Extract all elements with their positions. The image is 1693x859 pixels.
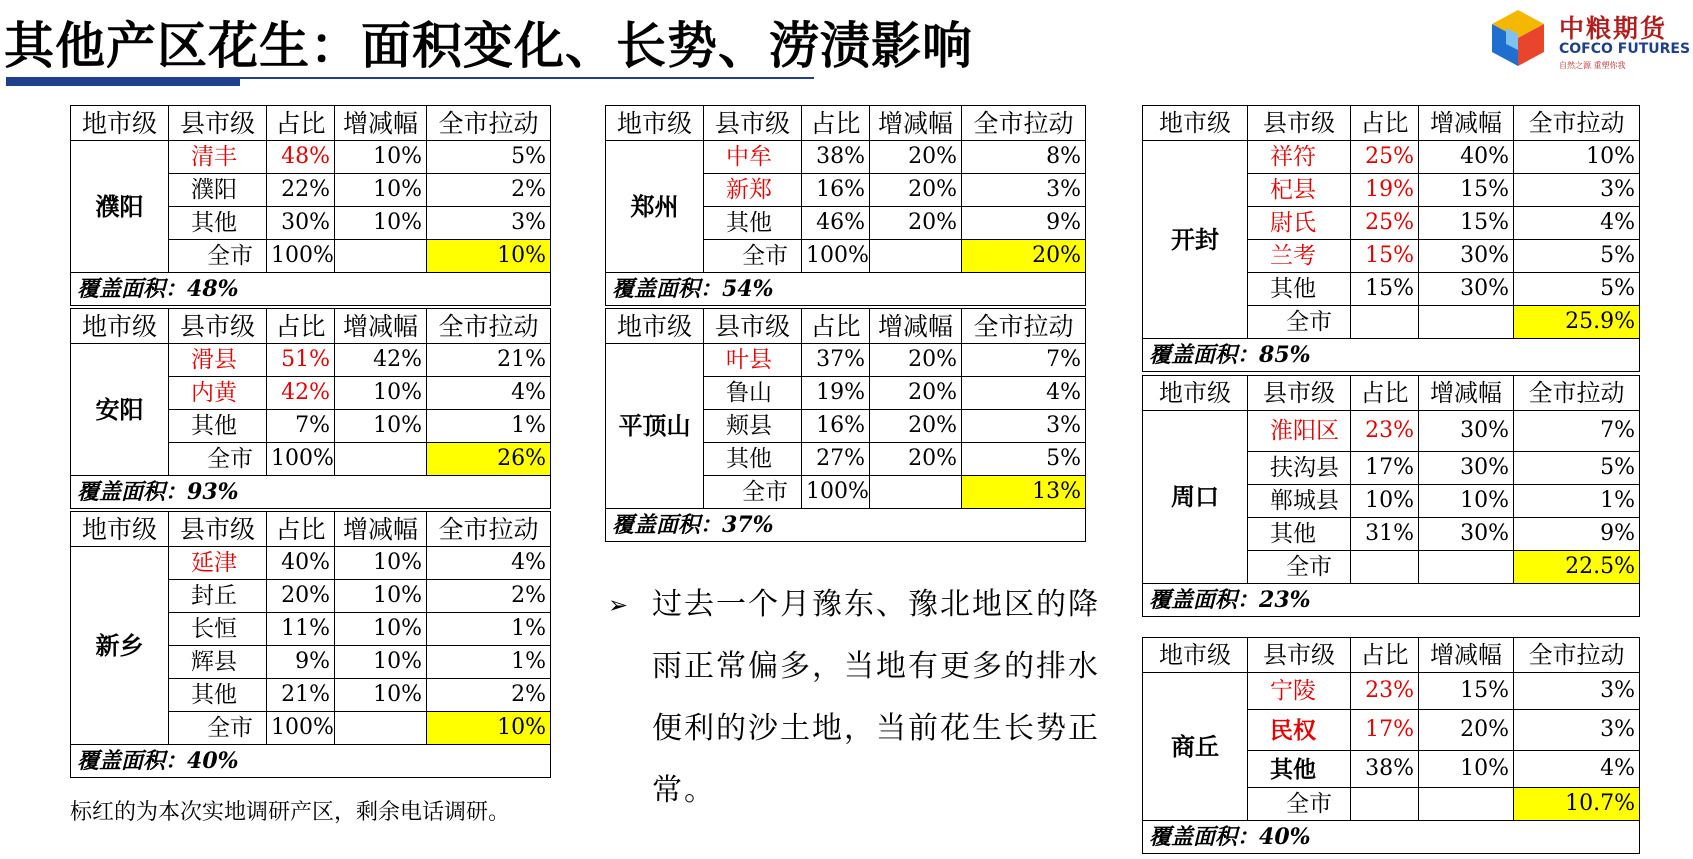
pull-value: 4% [1514, 751, 1640, 788]
city-name: 濮阳 [71, 141, 169, 273]
county-name: 杞县 [1248, 174, 1351, 207]
county-name: 滑县 [169, 344, 267, 377]
change-value: 15% [1419, 673, 1514, 710]
pull-value: 5% [1514, 240, 1640, 273]
table-row [606, 344, 1086, 377]
page-title: 其他产区花生：面积变化、长势、涝渍影响 [4, 17, 973, 75]
logo-slogan: 自然之源 重塑你我 [1559, 61, 1626, 70]
total-change [1419, 788, 1514, 821]
logo-cn-text: 中粮期货 [1559, 14, 1668, 43]
coverage-cell [1143, 339, 1640, 372]
county-name: 其他 [169, 679, 267, 712]
column-header: 全市拉动 [1514, 638, 1640, 673]
coverage-cell [606, 273, 1086, 306]
pull-value: 5% [427, 141, 551, 174]
share-value: 15% [1351, 240, 1419, 273]
coverage-row [606, 509, 1086, 542]
county-name: 内黄 [169, 377, 267, 410]
pull-value: 1% [427, 410, 551, 443]
pull-value: 2% [427, 174, 551, 207]
pull-value: 7% [962, 344, 1086, 377]
change-value: 40% [1419, 141, 1514, 174]
footnote: 标红的为本次实地调研产区，剩余电话调研。 [70, 800, 511, 825]
share-value: 46% [802, 207, 870, 240]
column-header: 增减幅 [870, 309, 962, 344]
total-share [1351, 306, 1419, 339]
coverage-row [1143, 821, 1640, 854]
change-value: 30% [1419, 273, 1514, 306]
change-value: 10% [335, 207, 427, 240]
pull-value: 1% [1514, 485, 1640, 518]
coverage-label: 覆盖面积： [1149, 587, 1260, 613]
table-header-row [606, 106, 1086, 141]
total-label: 全市 [169, 240, 267, 273]
share-value: 10% [1351, 485, 1419, 518]
share-value: 42% [267, 377, 335, 410]
table-row [606, 141, 1086, 174]
total-change [335, 712, 427, 745]
column-header: 占比 [802, 106, 870, 141]
pull-value: 9% [962, 207, 1086, 240]
column-header: 全市拉动 [427, 512, 551, 547]
column-header: 地市级 [1143, 638, 1248, 673]
share-value: 11% [267, 613, 335, 646]
coverage-value: 37% [722, 512, 774, 538]
table-row [71, 344, 551, 377]
coverage-row [606, 273, 1086, 306]
column-header: 全市拉动 [1514, 376, 1640, 411]
total-label: 全市 [1248, 306, 1351, 339]
change-value: 20% [870, 377, 962, 410]
total-label: 全市 [704, 476, 802, 509]
coverage-value: 23% [1259, 587, 1311, 613]
share-value: 25% [1351, 207, 1419, 240]
total-share: 100% [267, 712, 335, 745]
table-anyang [70, 308, 551, 509]
coverage-row [1143, 584, 1640, 617]
county-name: 郸城县 [1248, 485, 1351, 518]
coverage-row [71, 745, 551, 778]
column-header: 占比 [1351, 638, 1419, 673]
share-value: 23% [1351, 411, 1419, 452]
total-pull: 10.7% [1514, 788, 1640, 821]
total-label: 全市 [169, 443, 267, 476]
change-value: 10% [335, 580, 427, 613]
change-value: 20% [870, 443, 962, 476]
change-value: 42% [335, 344, 427, 377]
column-header: 增减幅 [870, 106, 962, 141]
share-value: 48% [267, 141, 335, 174]
change-value: 10% [335, 547, 427, 580]
table-header-row [1143, 376, 1640, 411]
change-value: 15% [1419, 174, 1514, 207]
change-value: 30% [1419, 518, 1514, 551]
county-name: 封丘 [169, 580, 267, 613]
share-value: 21% [267, 679, 335, 712]
column-header: 增减幅 [1419, 638, 1514, 673]
column-header: 占比 [1351, 106, 1419, 141]
coverage-label: 覆盖面积： [77, 748, 188, 774]
pull-value: 4% [962, 377, 1086, 410]
column-header: 地市级 [71, 309, 169, 344]
pull-value: 21% [427, 344, 551, 377]
column-header: 全市拉动 [962, 309, 1086, 344]
change-value: 20% [1419, 710, 1514, 751]
total-change [1419, 551, 1514, 584]
county-name: 新郑 [704, 174, 802, 207]
change-value: 10% [335, 646, 427, 679]
total-pull: 10% [427, 240, 551, 273]
pull-value: 4% [427, 377, 551, 410]
coverage-cell [71, 745, 551, 778]
column-header: 占比 [267, 106, 335, 141]
county-name: 颊县 [704, 410, 802, 443]
share-value: 30% [267, 207, 335, 240]
change-value: 15% [1419, 207, 1514, 240]
city-name: 郑州 [606, 141, 704, 273]
county-name: 宁陵 [1248, 673, 1351, 710]
table-puyang [70, 105, 551, 306]
share-value: 17% [1351, 710, 1419, 751]
column-header: 县市级 [169, 309, 267, 344]
county-name: 辉县 [169, 646, 267, 679]
bullet-point [608, 574, 1128, 822]
column-header: 县市级 [169, 512, 267, 547]
share-value: 9% [267, 646, 335, 679]
county-name: 鲁山 [704, 377, 802, 410]
table-row [1143, 673, 1640, 710]
county-name: 清丰 [169, 141, 267, 174]
share-value: 25% [1351, 141, 1419, 174]
pull-value: 3% [962, 410, 1086, 443]
table-kaifeng [1142, 105, 1640, 372]
table-header-row [71, 106, 551, 141]
coverage-value: 40% [1259, 824, 1311, 850]
total-change [1419, 306, 1514, 339]
table-header-row [71, 512, 551, 547]
coverage-value: 85% [1259, 342, 1311, 368]
change-value: 30% [1419, 411, 1514, 452]
total-label: 全市 [704, 240, 802, 273]
pull-value: 8% [962, 141, 1086, 174]
coverage-cell [1143, 584, 1640, 617]
coverage-value: 54% [722, 276, 774, 302]
change-value: 10% [335, 141, 427, 174]
column-header: 县市级 [704, 106, 802, 141]
column-header: 县市级 [1248, 638, 1351, 673]
pull-value: 4% [427, 547, 551, 580]
table-header-row [1143, 638, 1640, 673]
share-value: 7% [267, 410, 335, 443]
coverage-label: 覆盖面积： [77, 276, 188, 302]
pull-value: 5% [1514, 273, 1640, 306]
pull-value: 1% [427, 613, 551, 646]
change-value: 10% [335, 410, 427, 443]
title-underline-accent [6, 77, 240, 86]
change-value: 10% [335, 174, 427, 207]
coverage-value: 40% [187, 748, 239, 774]
table-zhoukou [1142, 375, 1640, 617]
table-row [71, 547, 551, 580]
total-pull: 13% [962, 476, 1086, 509]
pull-value: 4% [1514, 207, 1640, 240]
change-value: 30% [1419, 240, 1514, 273]
column-header: 占比 [802, 309, 870, 344]
total-pull: 22.5% [1514, 551, 1640, 584]
pull-value: 2% [427, 580, 551, 613]
coverage-row [71, 273, 551, 306]
change-value: 10% [335, 613, 427, 646]
total-share: 100% [802, 240, 870, 273]
change-value: 10% [335, 377, 427, 410]
table-row [1143, 411, 1640, 452]
column-header: 占比 [267, 309, 335, 344]
change-value: 20% [870, 207, 962, 240]
pull-value: 5% [1514, 452, 1640, 485]
pull-value: 3% [1514, 174, 1640, 207]
column-header: 县市级 [704, 309, 802, 344]
city-name: 安阳 [71, 344, 169, 476]
change-value: 10% [335, 679, 427, 712]
county-name: 濮阳 [169, 174, 267, 207]
total-change [335, 240, 427, 273]
table-shangqiu [1142, 637, 1640, 854]
county-name: 淮阳区 [1248, 411, 1351, 452]
change-value: 20% [870, 410, 962, 443]
coverage-label: 覆盖面积： [1149, 824, 1260, 850]
table-header-row [606, 309, 1086, 344]
county-name: 其他 [1248, 518, 1351, 551]
total-share: 100% [267, 443, 335, 476]
coverage-cell [71, 476, 551, 509]
table-header-row [1143, 106, 1640, 141]
pull-value: 3% [1514, 710, 1640, 751]
total-label: 全市 [1248, 551, 1351, 584]
share-value: 38% [802, 141, 870, 174]
coverage-label: 覆盖面积： [612, 512, 723, 538]
pull-value: 2% [427, 679, 551, 712]
pull-value: 3% [427, 207, 551, 240]
share-value: 15% [1351, 273, 1419, 306]
coverage-cell [1143, 821, 1640, 854]
pull-value: 7% [1514, 411, 1640, 452]
total-pull: 25.9% [1514, 306, 1640, 339]
column-header: 全市拉动 [962, 106, 1086, 141]
total-pull: 20% [962, 240, 1086, 273]
share-value: 19% [1351, 174, 1419, 207]
total-share: 100% [802, 476, 870, 509]
column-header: 增减幅 [335, 309, 427, 344]
total-change [870, 240, 962, 273]
coverage-value: 93% [187, 479, 239, 505]
pull-value: 10% [1514, 141, 1640, 174]
city-name: 平顶山 [606, 344, 704, 509]
coverage-cell [606, 509, 1086, 542]
county-name: 其他 [169, 410, 267, 443]
column-header: 占比 [267, 512, 335, 547]
share-value: 20% [267, 580, 335, 613]
bullet-text: 过去一个月豫东、豫北地区的降雨正常偏多，当地有更多的排水便利的沙土地，当前花生长势正常。 [652, 587, 1100, 808]
share-value: 17% [1351, 452, 1419, 485]
county-name: 民权 [1248, 710, 1351, 751]
pull-value: 3% [1514, 673, 1640, 710]
pull-value: 3% [962, 174, 1086, 207]
coverage-row [71, 476, 551, 509]
change-value: 10% [1419, 485, 1514, 518]
county-name: 扶沟县 [1248, 452, 1351, 485]
share-value: 31% [1351, 518, 1419, 551]
coverage-row [1143, 339, 1640, 372]
coverage-cell [71, 273, 551, 306]
column-header: 地市级 [606, 309, 704, 344]
column-header: 增减幅 [1419, 376, 1514, 411]
column-header: 县市级 [169, 106, 267, 141]
total-share [1351, 551, 1419, 584]
total-share [1351, 788, 1419, 821]
column-header: 地市级 [606, 106, 704, 141]
total-label: 全市 [1248, 788, 1351, 821]
share-value: 16% [802, 410, 870, 443]
total-share: 100% [267, 240, 335, 273]
share-value: 22% [267, 174, 335, 207]
table-header-row [71, 309, 551, 344]
total-change [335, 443, 427, 476]
cofco-logo [1486, 6, 1691, 76]
column-header: 增减幅 [335, 512, 427, 547]
column-header: 全市拉动 [1514, 106, 1640, 141]
coverage-value: 48% [187, 276, 239, 302]
bullet-arrow-icon: ➢ [608, 591, 631, 619]
change-value: 30% [1419, 452, 1514, 485]
county-name: 其他 [1248, 273, 1351, 306]
cofco-cube-icon [1486, 6, 1550, 70]
table-pingdingshan [605, 308, 1086, 542]
county-name: 长恒 [169, 613, 267, 646]
share-value: 16% [802, 174, 870, 207]
county-name: 其他 [1248, 751, 1351, 788]
coverage-label: 覆盖面积： [1149, 342, 1260, 368]
total-pull: 10% [427, 712, 551, 745]
column-header: 地市级 [1143, 376, 1248, 411]
city-name: 商丘 [1143, 673, 1248, 821]
county-name: 延津 [169, 547, 267, 580]
column-header: 增减幅 [1419, 106, 1514, 141]
column-header: 地市级 [1143, 106, 1248, 141]
column-header: 全市拉动 [427, 309, 551, 344]
share-value: 37% [802, 344, 870, 377]
share-value: 23% [1351, 673, 1419, 710]
county-name: 其他 [169, 207, 267, 240]
share-value: 38% [1351, 751, 1419, 788]
city-name: 开封 [1143, 141, 1248, 339]
pull-value: 1% [427, 646, 551, 679]
logo-en-text: COFCO FUTURES [1559, 41, 1691, 57]
column-header: 占比 [1351, 376, 1419, 411]
table-xinxiang [70, 511, 551, 778]
county-name: 尉氏 [1248, 207, 1351, 240]
share-value: 51% [267, 344, 335, 377]
share-value: 19% [802, 377, 870, 410]
column-header: 地市级 [71, 106, 169, 141]
column-header: 县市级 [1248, 106, 1351, 141]
table-zhengzhou [605, 105, 1086, 306]
coverage-label: 覆盖面积： [77, 479, 188, 505]
change-value: 20% [870, 174, 962, 207]
table-row [71, 141, 551, 174]
total-pull: 26% [427, 443, 551, 476]
county-name: 其他 [704, 443, 802, 476]
change-value: 20% [870, 344, 962, 377]
column-header: 地市级 [71, 512, 169, 547]
column-header: 增减幅 [335, 106, 427, 141]
column-header: 全市拉动 [427, 106, 551, 141]
share-value: 40% [267, 547, 335, 580]
county-name: 中牟 [704, 141, 802, 174]
county-name: 其他 [704, 207, 802, 240]
coverage-label: 覆盖面积： [612, 276, 723, 302]
county-name: 叶县 [704, 344, 802, 377]
county-name: 兰考 [1248, 240, 1351, 273]
table-row [1143, 141, 1640, 174]
change-value: 20% [870, 141, 962, 174]
city-name: 周口 [1143, 411, 1248, 584]
pull-value: 5% [962, 443, 1086, 476]
column-header: 县市级 [1248, 376, 1351, 411]
total-change [870, 476, 962, 509]
pull-value: 9% [1514, 518, 1640, 551]
change-value: 10% [1419, 751, 1514, 788]
share-value: 27% [802, 443, 870, 476]
city-name: 新乡 [71, 547, 169, 745]
total-label: 全市 [169, 712, 267, 745]
county-name: 祥符 [1248, 141, 1351, 174]
